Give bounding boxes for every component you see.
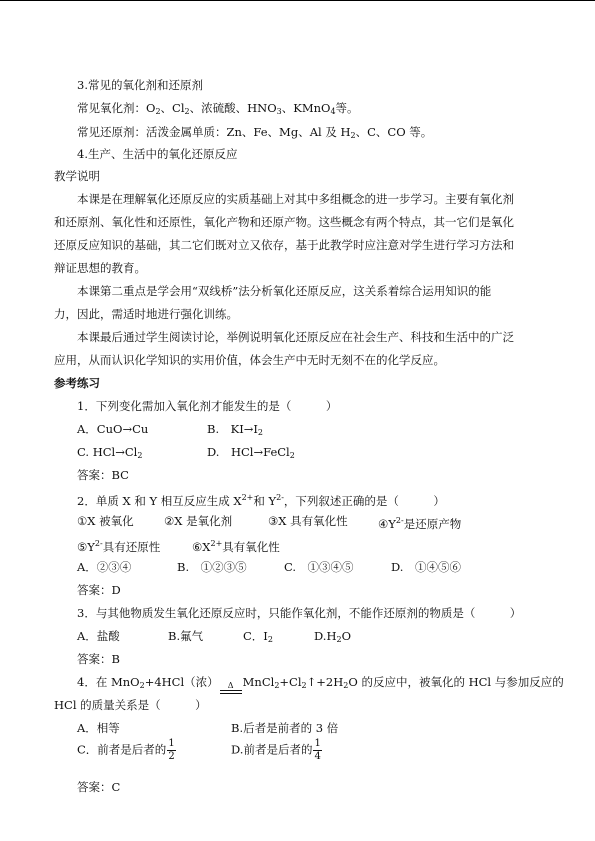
q4-option-d: D.前者是后者的 $\frac{1}{4}$ (231, 738, 321, 762)
paragraph-1-line-2: 和还原剂、氧化性和还原性，氧化产物和还原产物。这些概念有两个特点，其一它们是氧化 (54, 215, 514, 229)
section-3-title: 3.常见的氧化剂和还原剂 (77, 78, 203, 92)
q2-statement-3: ③X 具有氧化性 (268, 514, 348, 528)
question-2-stem: 2．单质 X 和 Y 相互反应生成 $X^{2+}$和 $Y^{2-}$，下列叙述正确的是（ ） (77, 493, 445, 508)
fraction-one-quarter: $\frac{1}{4}$ (314, 738, 321, 762)
q2-statement-1: ①X 被氧化 (77, 514, 134, 528)
paragraph-3-line-2: 应用，从而认识化学知识的实用价值，体会生产中无时无刻不在的化学反应。 (54, 353, 445, 367)
question-4-stem-line-1: 4．在 MnO$_2$+4HCl（浓） Δ $MnCl_2+Cl_2↑+2H_2O$ 的反应中，被氧化的 HCl 与参加反应的 (77, 674, 564, 694)
q2-option-a: A．②③④ (77, 560, 132, 574)
paragraph-3-line-1: 本课最后通过学生阅读讨论，举例说明氧化还原反应在社会生产、科技和生活中的广泛 (77, 330, 514, 344)
q4-answer: 答案：C (77, 780, 121, 794)
paragraph-1-line-3: 还原反应知识的基础，其二它们既对立又依存，基于此教学时应注意对学生进行学习方法和 (54, 238, 514, 252)
header-rule (0, 0, 595, 1)
q3-option-a: A．盐酸 (77, 629, 120, 643)
q1-answer: 答案：BC (77, 468, 129, 482)
q2-statement-5: $⑤Y^{2-}$具有还原性 (77, 539, 161, 554)
q3-option-b: B.氟气 (168, 629, 204, 643)
teaching-notes-title: 教学说明 (54, 169, 100, 183)
q1-option-c: C. $HCl\to Cl_2$ (77, 445, 143, 460)
paragraph-2-line-1: 本课第二重点是学会用“双线桥”法分析氧化还原反应，这关系着综合运用知识的能 (77, 284, 492, 298)
paragraph-2-line-2: 力，因此，需适时地进行强化训练。 (54, 307, 238, 321)
q3-option-d: $D.H_2O$ (314, 629, 352, 644)
paragraph-1-line-4: 辩证思想的教育。 (54, 261, 146, 275)
paragraph-1-line-1: 本课是在理解氧化还原反应的实质基础上对其中多组概念的进一步学习。主要有氧化剂 (77, 192, 514, 206)
q2-statement-2: ②X 是氧化剂 (164, 514, 233, 528)
heating-equals-sign: Δ (220, 682, 242, 694)
reference-exercises-title: 参考练习 (54, 376, 100, 390)
q3-answer: 答案：B (77, 652, 120, 666)
q4-option-c: C．前者是后者的 $\frac{1}{2}$ (77, 738, 175, 762)
q1-option-b: B. $KI\to I_2$ (207, 422, 264, 437)
fraction-one-half: $\frac{1}{2}$ (168, 738, 175, 762)
q2-option-d: D. ①④⑤⑥ (391, 560, 461, 574)
question-1-stem: 1．下列变化需加入氧化剂才能发生的是（ ） (77, 399, 338, 413)
q1-option-a: A．CuO→Cu (77, 422, 149, 436)
q2-statement-4: $④Y^{2-}$是还原产物 (378, 516, 462, 531)
common-oxidizers-line: 常见氧化剂：$O_2$、$Cl_2$、浓硫酸、$HNO_3$、KMnO$_4$等。 (77, 101, 359, 116)
q4-option-a: A．相等 (77, 721, 120, 735)
common-reducers-line: 常见还原剂：活泼金属单质：Zn、Fe、Mg、Al 及 $H_2$、C、CO 等。 (77, 125, 433, 140)
q2-option-c: C. ①③④⑤ (284, 560, 354, 574)
section-4-title: 4.生产、生活中的氧化还原反应 (77, 147, 238, 161)
q2-statement-6: $⑥X^{2+}$具有氧化性 (192, 539, 280, 554)
q4-option-b: B.后者是前者的 3 倍 (231, 721, 339, 735)
q2-answer: 答案：D (77, 583, 121, 597)
q1-option-d: D. HCl→FeCl$_2$ (207, 445, 295, 460)
question-4-stem-line-2: HCl 的质量关系是（ ） (54, 698, 207, 712)
question-3-stem: 3．与其他物质发生氧化还原反应时，只能作氧化剂，不能作还原剂的物质是（ ） (77, 606, 522, 620)
q3-option-c: C．$I_2$ (243, 629, 273, 644)
q2-option-b: B. ①②③⑤ (177, 560, 247, 574)
